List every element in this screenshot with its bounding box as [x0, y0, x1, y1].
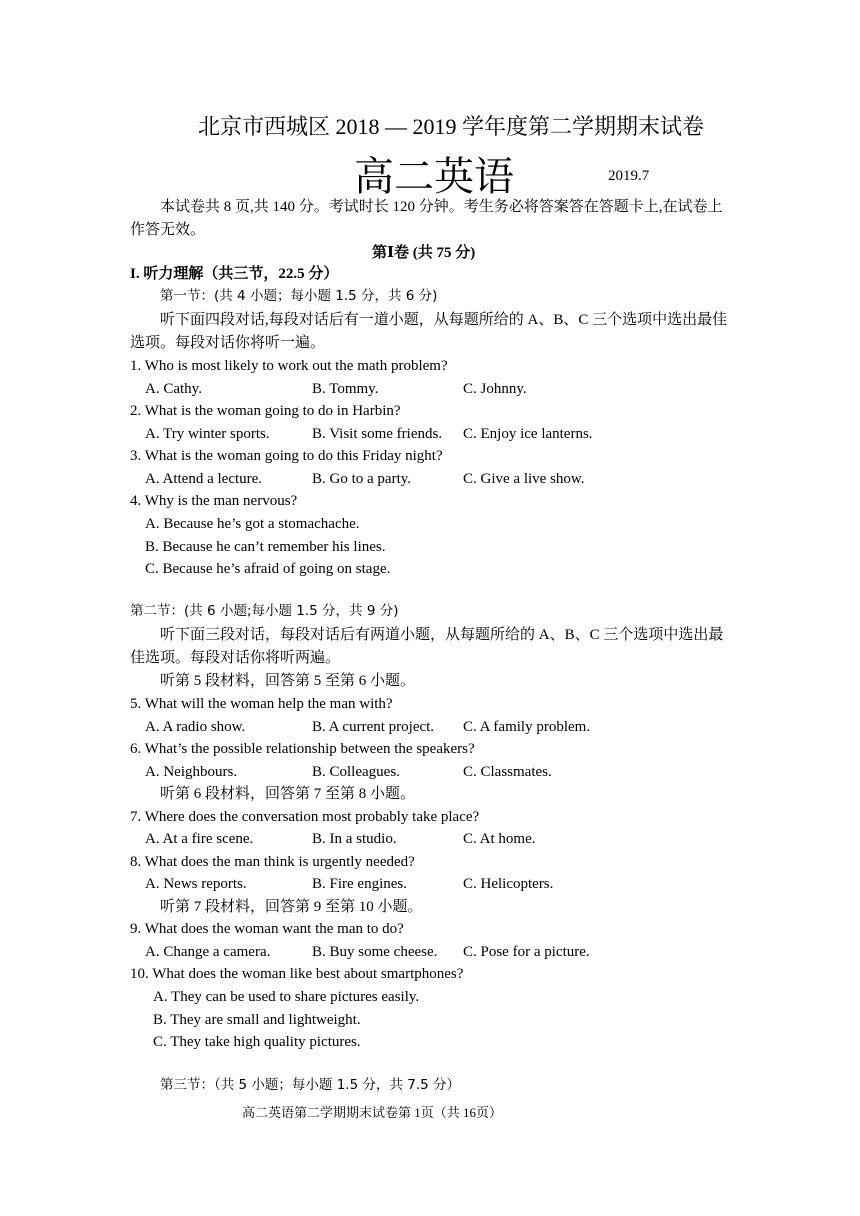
question-10-option-b: B. They are small and lightweight. [153, 1012, 361, 1028]
question-3-option-b: B. Go to a party. [312, 471, 412, 487]
question-6-stem: 6. What’s the possible relationship between the speakers? [130, 741, 475, 757]
question-8-stem: 8. What does the man think is urgently needed? [130, 854, 415, 870]
question-4-option-b: B. Because he can’t remember his lines. [145, 539, 386, 555]
material-5-note: 听第 5 段材料，回答第 5 至第 6 小题。 [160, 673, 416, 689]
question-5-option-a: A. A radio show. [145, 719, 246, 735]
question-4-stem: 4. Why is the man nervous? [130, 493, 298, 509]
question-7-stem: 7. Where does the conversation most probably take place? [130, 809, 480, 825]
question-9-option-b: B. Buy some cheese. [312, 944, 438, 960]
question-4-option-c: C. Because he’s afraid of going on stage. [145, 561, 391, 577]
material-7-note: 听第 7 段材料，回答第 9 至第 10 小题。 [160, 899, 423, 915]
question-10-option-c: C. They take high quality pictures. [153, 1034, 361, 1050]
question-1-option-b: B. Tommy. [312, 381, 379, 397]
question-2-option-a: A. Try winter sports. [145, 426, 270, 442]
question-9-option-c: C. Pose for a picture. [463, 944, 590, 960]
question-2-stem: 2. What is the woman going to do in Harbin? [130, 403, 401, 419]
question-1-stem: 1. Who is most likely to work out the math problem? [130, 358, 448, 374]
question-8-option-c: C. Helicopters. [463, 876, 554, 892]
question-2-option-b: B. Visit some friends. [312, 426, 443, 442]
exam-title: 北京市西城区 2018 — 2019 学年度第二学期期末试卷 [198, 114, 705, 139]
subsection-2-title: 第二节：(共 6 小题;每小题 1.5 分，共 9 分) [130, 603, 399, 619]
question-3-option-c: C. Give a live show. [463, 471, 585, 487]
question-8-option-b: B. Fire engines. [312, 876, 407, 892]
subsection-2-directions: 听下面三段对话，每段对话后有两道小题，从每题所给的 A、B、C 三个选项中选出最佳选项。每段对话你将听两遍。 [130, 627, 724, 666]
question-7-option-c: C. At home. [463, 831, 536, 847]
subject-title: 高二英语 [354, 154, 514, 200]
question-9-option-a: A. Change a camera. [145, 944, 271, 960]
question-10-stem: 10. What does the woman like best about smartphones? [130, 966, 464, 982]
question-5-option-b: B. A current project. [312, 719, 435, 735]
section-title-listening: I. 听力理解（共三节，22.5 分） [130, 266, 339, 282]
exam-instructions: 本试卷共 8 页,共 140 分。考试时长 120 分钟。考生务必将答案答在答题卡上,在试卷上作答无效。 [130, 199, 723, 238]
question-4-option-a: A. Because he’s got a stomachache. [145, 516, 360, 532]
question-1-option-a: A. Cathy. [145, 381, 202, 397]
material-6-note: 听第 6 段材料，回答第 7 至第 8 小题。 [160, 786, 416, 802]
subsection-1-directions: 听下面四段对话,每段对话后有一道小题，从每题所给的 A、B、C 三个选项中选出最佳选项。每段对话你将听一遍。 [130, 312, 728, 351]
part-heading: 第Ⅰ卷 (共 75 分) [372, 245, 476, 261]
question-6-option-b: B. Colleagues. [312, 764, 400, 780]
question-8-option-a: A. News reports. [145, 876, 247, 892]
question-6-option-c: C. Classmates. [463, 764, 552, 780]
page-footer: 高二英语第二学期期末试卷第 1页（共 16页） [242, 1105, 503, 1120]
question-2-option-c: C. Enjoy ice lanterns. [463, 426, 593, 442]
question-3-option-a: A. Attend a lecture. [145, 471, 263, 487]
subsection-1-title: 第一节：(共 4 小题；每小题 1.5 分，共 6 分) [160, 288, 438, 304]
question-10-option-a: A. They can be used to share pictures easily. [153, 989, 420, 1005]
question-7-option-b: B. In a studio. [312, 831, 397, 847]
question-5-stem: 5. What will the woman help the man with? [130, 696, 393, 712]
question-7-option-a: A. At a fire scene. [145, 831, 254, 847]
question-3-stem: 3. What is the woman going to do this Friday night? [130, 448, 443, 464]
exam-date: 2019.7 [608, 168, 650, 184]
question-6-option-a: A. Neighbours. [145, 764, 238, 780]
subsection-3-title: 第三节：（共 5 小题；每小题 1.5 分，共 7.5 分） [160, 1077, 461, 1093]
question-9-stem: 9. What does the woman want the man to do? [130, 921, 404, 937]
question-1-option-c: C. Johnny. [463, 381, 527, 397]
question-5-option-c: C. A family problem. [463, 719, 591, 735]
